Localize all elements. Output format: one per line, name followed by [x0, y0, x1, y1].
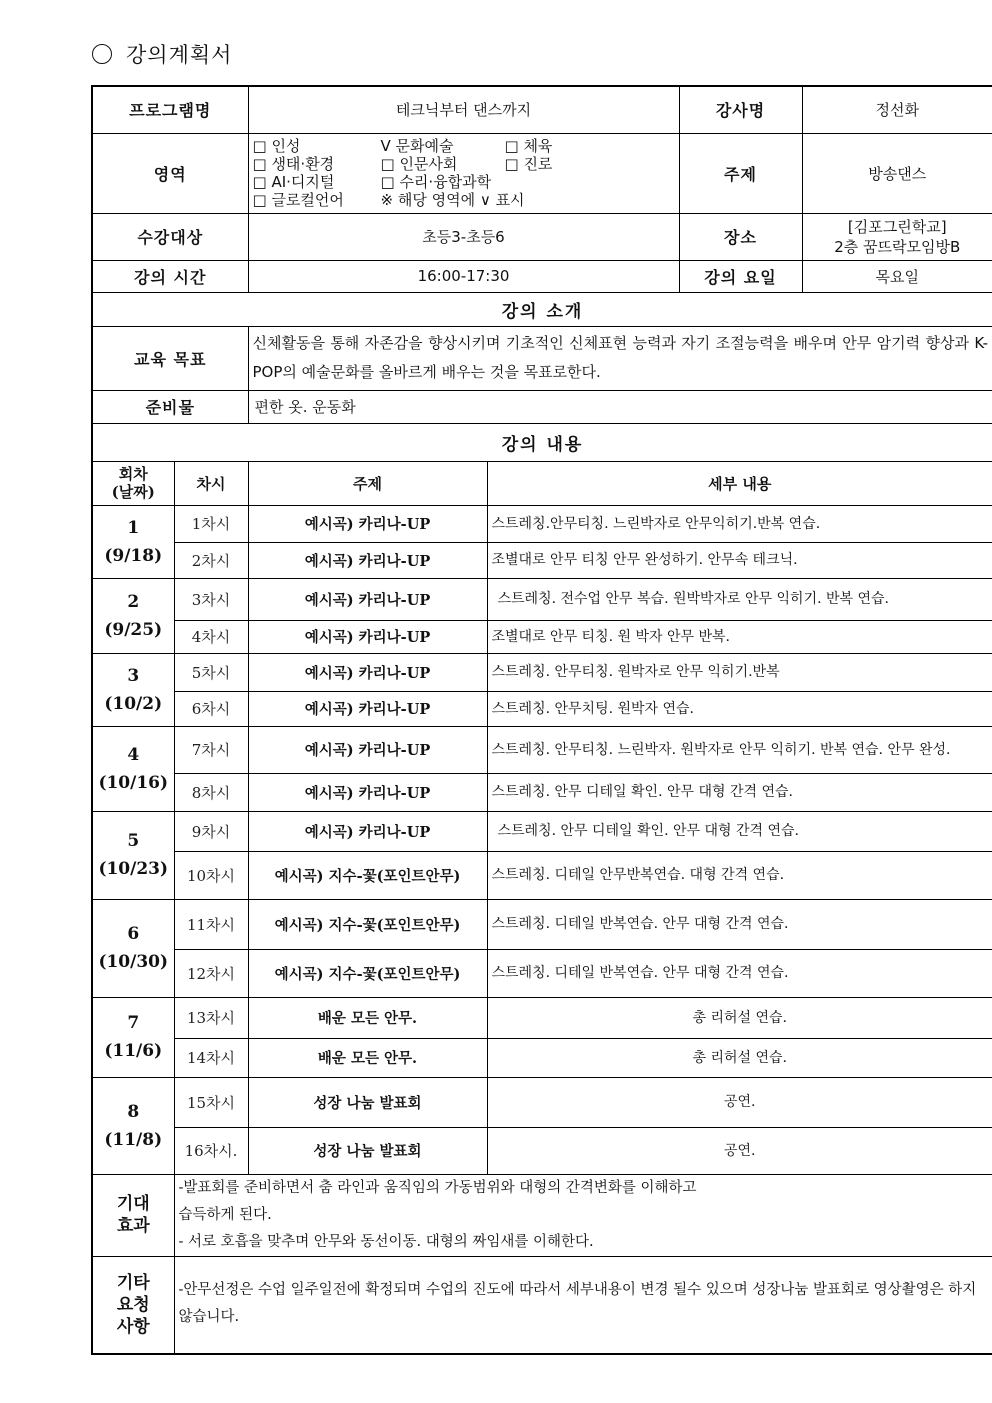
program-value: 테크닉부터 댄스까지 [248, 86, 679, 133]
period-cell: 10차시 [174, 851, 248, 899]
table-row [92, 691, 992, 726]
detail-cell: 스트레칭. 안무티칭. 원박자로 안무 익히기.반복 [487, 653, 992, 691]
detail-cell: 스트레칭. 안무치팅. 원박자 연습. [487, 691, 992, 726]
document-title: 강의계획서 [126, 43, 233, 67]
period-cell: 8차시 [174, 773, 248, 811]
place-line-1: [김포그린학교] [847, 217, 947, 236]
expected-effect-text: -발표회를 준비하면서 춤 라인과 움직임의 가동범위와 대형의 간격변화를 이해하고 습득하게 된다. - 서로 호흡을 맞추며 안무와 동선이동. 대형의 짜임새를 이해한다. [174, 1174, 992, 1256]
intro-section-title: 강의 소개 [92, 292, 992, 326]
session-cell: 7 (11/6) [92, 997, 174, 1077]
session-cell: 6 (10/30) [92, 899, 174, 997]
detail-cell: 조별대로 안무 티칭 안무 완성하기. 안무속 테크닉. [487, 542, 992, 578]
table-row [92, 505, 992, 542]
expected-effect-row [92, 1174, 992, 1256]
topic-cell: 성장 나눔 발표회 [248, 1077, 487, 1127]
program-row [92, 86, 992, 133]
day-value: 목요일 [802, 260, 992, 292]
place-label: 장소 [679, 213, 802, 260]
goal-label: 교육 목표 [92, 326, 248, 390]
detail-cell: 스트레칭. 안무 디테일 확인. 안무 대형 간격 연습. [487, 773, 992, 811]
area-options [248, 133, 679, 213]
period-cell: 5차시 [174, 653, 248, 691]
area-line: □ AI·디지털 □ 수리·융합과학 [252, 173, 492, 191]
topic-cell: 성장 나눔 발표회 [248, 1127, 487, 1174]
intro-section-row [92, 292, 992, 326]
column-header-session: 회차 (날짜) [92, 461, 174, 505]
document-heading [92, 38, 232, 70]
area-line: □ 인성 V 문화예술 □ 체육 [252, 137, 553, 155]
topic-cell: 예시곡) 카리나-UP [248, 578, 487, 620]
topic-cell: 예시곡) 카리나-UP [248, 505, 487, 542]
table-row [92, 726, 992, 773]
content-header-row [92, 461, 992, 505]
time-row [92, 260, 992, 292]
period-cell: 15차시 [174, 1077, 248, 1127]
period-cell: 12차시 [174, 949, 248, 997]
time-label: 강의 시간 [92, 260, 248, 292]
topic-cell: 예시곡) 카리나-UP [248, 726, 487, 773]
period-cell: 7차시 [174, 726, 248, 773]
instructor-value: 정선화 [802, 86, 992, 133]
table-row [92, 578, 992, 620]
session-cell: 8 (11/8) [92, 1077, 174, 1174]
content-section-title: 강의 내용 [92, 423, 992, 461]
column-header-period: 차시 [174, 461, 248, 505]
other-requests-label: 기타 요청 사항 [92, 1256, 174, 1354]
area-line: □ 생태·환경 □ 인문사회 □ 진로 [252, 155, 553, 173]
other-requests-text: -안무선정은 수업 일주일전에 확정되며 수업의 진도에 따라서 세부내용이 변경 될수 있으며 성장나눔 발표회로 영상촬영은 하지 않습니다. [174, 1256, 992, 1354]
content-section-row [92, 423, 992, 461]
period-cell: 2차시 [174, 542, 248, 578]
topic-cell: 배운 모든 안무. [248, 1038, 487, 1077]
period-cell: 4차시 [174, 620, 248, 653]
area-line: □ 글로컬언어 ※ 해당 영역에 ∨ 표시 [252, 191, 525, 209]
period-cell: 1차시 [174, 505, 248, 542]
table-row [92, 811, 992, 851]
goal-row [92, 326, 992, 390]
table-row [92, 1077, 992, 1127]
lecture-plan-table [91, 85, 992, 1355]
instructor-label: 강사명 [679, 86, 802, 133]
detail-cell: 총 리허설 연습. [487, 997, 992, 1038]
table-row [92, 773, 992, 811]
detail-cell: 총 리허설 연습. [487, 1038, 992, 1077]
column-header-detail: 세부 내용 [487, 461, 992, 505]
table-row [92, 851, 992, 899]
topic-cell: 예시곡) 지수-꽃(포인트안무) [248, 899, 487, 949]
detail-cell: 스트레칭. 전수업 안무 복습. 원박박자로 안무 익히기. 반복 연습. [487, 578, 992, 620]
table-row [92, 542, 992, 578]
period-cell: 11차시 [174, 899, 248, 949]
program-label: 프로그램명 [92, 86, 248, 133]
area-label: 영역 [92, 133, 248, 213]
detail-cell: 공연. [487, 1077, 992, 1127]
target-row [92, 213, 992, 260]
table-row [92, 997, 992, 1038]
detail-cell: 스트레칭. 디테일 반복연습. 안무 대형 간격 연습. [487, 899, 992, 949]
table-row [92, 949, 992, 997]
period-cell: 6차시 [174, 691, 248, 726]
area-row [92, 133, 992, 213]
topic-cell: 예시곡) 지수-꽃(포인트안무) [248, 851, 487, 899]
column-header-topic: 주제 [248, 461, 487, 505]
detail-cell: 스트레칭. 디테일 안무반복연습. 대형 간격 연습. [487, 851, 992, 899]
target-label: 수강대상 [92, 213, 248, 260]
supplies-text: 편한 옷. 운동화 [248, 390, 992, 423]
table-row [92, 620, 992, 653]
table-row [92, 1038, 992, 1077]
other-requests-row [92, 1256, 992, 1354]
session-cell: 1 (9/18) [92, 505, 174, 578]
session-cell: 2 (9/25) [92, 578, 174, 653]
period-cell: 13차시 [174, 997, 248, 1038]
topic-cell: 예시곡) 카리나-UP [248, 653, 487, 691]
topic-cell: 예시곡) 카리나-UP [248, 691, 487, 726]
detail-cell: 스트레칭. 안무 디테일 확인. 안무 대형 간격 연습. [487, 811, 992, 851]
period-cell: 3차시 [174, 578, 248, 620]
detail-cell: 스트레칭.안무티칭. 느린박자로 안무익히기.반복 연습. [487, 505, 992, 542]
session-cell: 4 (10/16) [92, 726, 174, 811]
topic-cell: 예시곡) 카리나-UP [248, 811, 487, 851]
supplies-label: 준비물 [92, 390, 248, 423]
detail-cell: 스트레칭. 안무티칭. 느린박자. 원박자로 안무 익히기. 반복 연습. 안무 완성. [487, 726, 992, 773]
target-value: 초등3-초등6 [248, 213, 679, 260]
session-cell: 5 (10/23) [92, 811, 174, 899]
subject-value: 방송댄스 [802, 133, 992, 213]
table-row [92, 1127, 992, 1174]
circle-bullet-icon [92, 44, 112, 64]
topic-cell: 예시곡) 카리나-UP [248, 773, 487, 811]
period-cell: 16차시. [174, 1127, 248, 1174]
time-value: 16:00-17:30 [248, 260, 679, 292]
detail-cell: 스트레칭. 디테일 반복연습. 안무 대형 간격 연습. [487, 949, 992, 997]
detail-cell: 공연. [487, 1127, 992, 1174]
table-row [92, 899, 992, 949]
period-cell: 14차시 [174, 1038, 248, 1077]
detail-cell: 조별대로 안무 티칭. 원 박자 안무 반복. [487, 620, 992, 653]
place-value [802, 213, 992, 260]
table-row [92, 653, 992, 691]
supplies-row [92, 390, 992, 423]
day-label: 강의 요일 [679, 260, 802, 292]
topic-cell: 배운 모든 안무. [248, 997, 487, 1038]
goal-text: 신체활동을 통해 자존감을 향상시키며 기초적인 신체표현 능력과 자기 조절능력을 배우며 안무 암기력 향상과 K-POP의 예술문화를 올바르게 배우는 것을 목표로한다. [248, 326, 992, 390]
place-line-2: 2층 꿈뜨락모임방B [834, 237, 961, 256]
topic-cell: 예시곡) 지수-꽃(포인트안무) [248, 949, 487, 997]
expected-effect-label: 기대 효과 [92, 1174, 174, 1256]
subject-label: 주제 [679, 133, 802, 213]
topic-cell: 예시곡) 카리나-UP [248, 542, 487, 578]
period-cell: 9차시 [174, 811, 248, 851]
topic-cell: 예시곡) 카리나-UP [248, 620, 487, 653]
session-cell: 3 (10/2) [92, 653, 174, 726]
